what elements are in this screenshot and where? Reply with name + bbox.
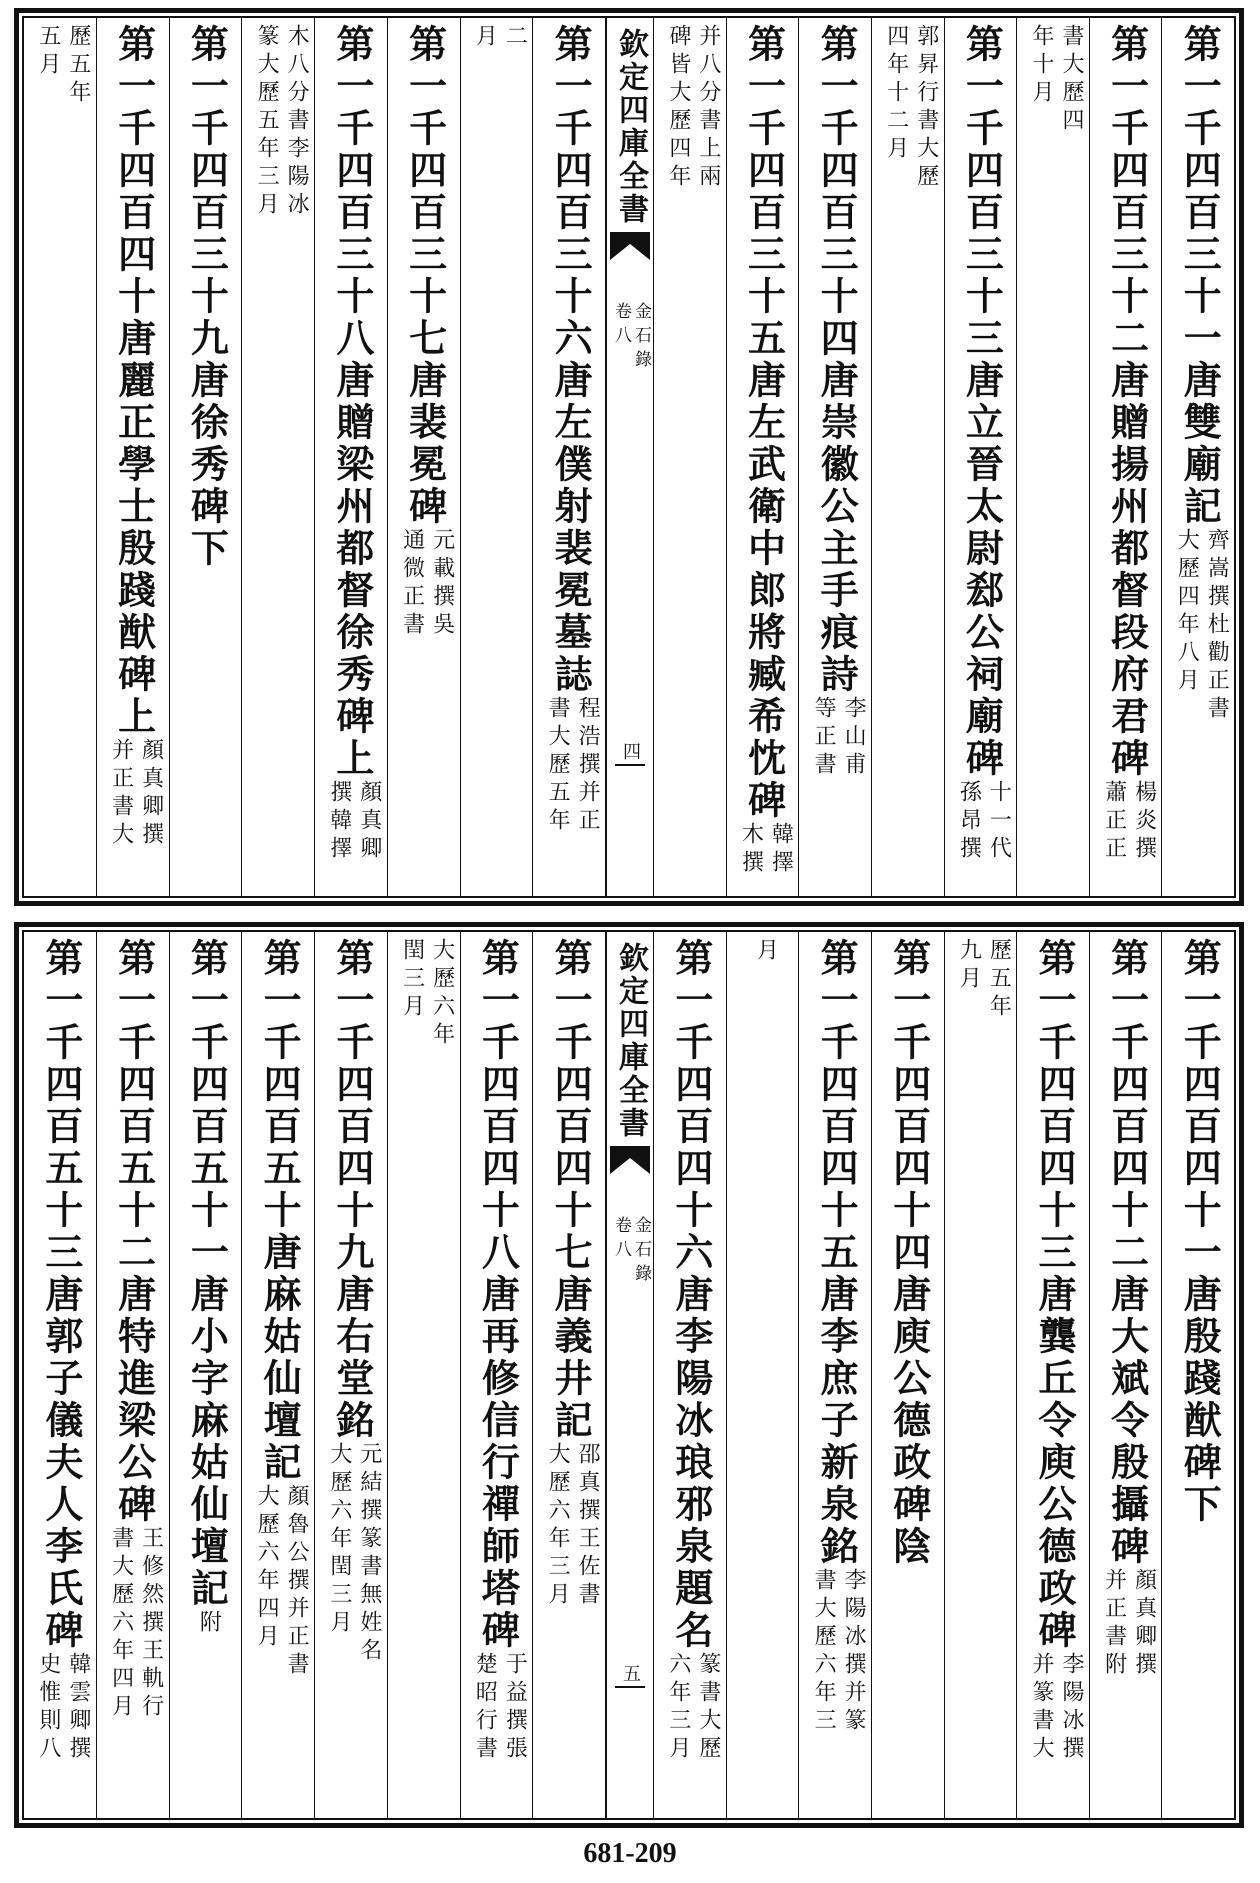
note-right: 并八分書上兩 (695, 24, 721, 192)
entry-title: 第一千四百三十一唐雙廟記 (1177, 24, 1223, 528)
entry-column (871, 932, 944, 1818)
book-title: 金石錄 (631, 1216, 651, 1288)
entry-column (314, 18, 387, 896)
center-fold-column (605, 18, 653, 896)
leaf-rule (615, 764, 645, 766)
note-right: 于益撰張 (502, 1652, 528, 1764)
entry-note (322, 780, 380, 864)
entry-note (395, 938, 453, 1050)
continuation-column (387, 932, 460, 1818)
entry-title: 第一千四百三十六唐左僕射裴冕墓誌 (548, 24, 594, 696)
entry-title: 第一千四百三十九唐徐秀碑下 (184, 24, 230, 570)
continuation-column (1016, 18, 1089, 896)
entry-note (104, 738, 162, 850)
entry-note (191, 1610, 222, 1638)
entry-title: 第一千四百四十唐麗正學士殷踐猷碑上 (111, 24, 157, 738)
entry-title: 第一千四百五十二唐特進梁公碑 (111, 938, 157, 1526)
note-left: 撰韓擇 (326, 780, 352, 864)
note-left: 篆大歷五年三月 (254, 24, 280, 220)
note-left: 大歷四年八月 (1174, 528, 1200, 696)
note-left: 書大歷六年四月 (108, 1526, 134, 1722)
entry-note (467, 24, 528, 52)
entry-note (395, 528, 453, 640)
entry-column (944, 18, 1017, 896)
note-right: 月 (753, 938, 779, 966)
entry-title: 第一千四百三十八唐贈梁州都督徐秀碑上 (329, 24, 375, 780)
entry-column (169, 18, 242, 896)
continuation-column (871, 18, 944, 896)
note-right: 十一代 (986, 780, 1012, 864)
entry-title: 第一千四百三十四唐崇徽公主手痕詩 (814, 24, 860, 696)
note-right: 顏真卿撰 (1131, 1568, 1157, 1680)
entry-title: 第一千四百四十二唐大斌令殷攝碑 (1104, 938, 1150, 1568)
fishtail-mark-icon (610, 232, 650, 262)
entry-column (1161, 932, 1234, 1818)
note-right: 顏魯公撰并正書 (284, 1484, 310, 1680)
entry-note (806, 1568, 867, 1736)
note-right: 顏真卿撰 (138, 738, 164, 850)
entry-title: 第一千四百四十七唐義井記 (548, 938, 594, 1442)
note-left: 通微正書 (399, 528, 425, 640)
note-left: 書大歷五年 (545, 696, 571, 836)
entry-title: 第一千四百五十三唐郭子儀夫人李氏碑 (38, 938, 84, 1652)
note-right: 楊炎撰 (1131, 780, 1157, 864)
continuation-column (460, 18, 533, 896)
entry-title: 第一千四百三十三唐立晉太尉郄公祠廟碑 (959, 24, 1005, 780)
center-fold-column (605, 932, 653, 1818)
note-left: 大歷六年三月 (545, 1442, 571, 1610)
note-left: 閏三月 (399, 938, 425, 1022)
entry-title: 第一千四百三十五唐左武衛中郎將臧希忱碑 (741, 24, 787, 822)
note-right: 大歷六年 (429, 938, 455, 1050)
note-right: 歷五年 (986, 938, 1012, 1022)
continuation-column (241, 18, 314, 896)
note-left: 碑皆大歷四年 (665, 24, 691, 192)
entry-title: 第一千四百四十四唐庾公德政碑陰 (886, 938, 932, 1568)
leaf-number: 四 (620, 742, 641, 760)
note-left: 大歷六年四月 (254, 1484, 280, 1652)
entry-column (169, 932, 242, 1818)
continuation-column (653, 18, 726, 896)
entry-note (540, 1442, 601, 1610)
entry-note (540, 696, 601, 836)
volume-label: 卷八 (611, 302, 631, 350)
note-right: 木八分書李陽冰 (284, 24, 310, 220)
note-left: 五月 (35, 24, 61, 80)
note-right: 齊嵩撰杜勸正書 (1204, 528, 1230, 724)
leaf-frame (22, 930, 1236, 1820)
note-right: 邵真撰王佐書 (575, 1442, 601, 1610)
note-right: 附 (196, 1610, 222, 1638)
center-note (611, 1216, 649, 1288)
note-right: 王修然撰王軌行 (138, 1526, 164, 1722)
entry-note (31, 1652, 89, 1764)
note-left: 書大歷六年三 (811, 1568, 837, 1736)
entry-title: 第一千四百三十二唐贈揚州都督段府君碑 (1104, 24, 1150, 780)
entry-column (24, 932, 96, 1818)
entry-note (661, 1652, 719, 1764)
leaf-rule (615, 1686, 645, 1688)
entry-note (1169, 528, 1230, 724)
entry-title: 第一千四百五十一唐小字麻姑仙壇記 (184, 938, 230, 1610)
right-half-page (653, 18, 1234, 896)
entry-column (387, 18, 460, 896)
note-left: 并篆書大 (1028, 1652, 1054, 1764)
note-right: 韓擇 (768, 822, 794, 878)
entry-title: 第一千四百四十五唐李庶子新泉銘 (814, 938, 860, 1568)
continuation-column (726, 932, 799, 1818)
note-left: 四年十二月 (883, 24, 909, 164)
note-left: 史惟則八 (35, 1652, 61, 1764)
leaf-number: 五 (620, 1664, 641, 1682)
entry-column (1089, 18, 1162, 896)
upper-leaf (14, 8, 1244, 906)
entry-column (532, 932, 605, 1818)
note-right: 篆書大歷 (695, 1652, 721, 1764)
entry-column (1016, 932, 1089, 1818)
entry-note (951, 938, 1012, 1022)
entry-column (460, 932, 533, 1818)
entry-column (241, 932, 314, 1818)
entry-note (104, 1526, 162, 1722)
note-left: 年十月 (1028, 24, 1054, 108)
note-left: 孫昂撰 (956, 780, 982, 864)
note-right: 韓雲卿撰 (65, 1652, 91, 1764)
book-title: 金石錄 (631, 302, 651, 374)
note-left: 九月 (956, 938, 982, 994)
note-right: 元載撰吳 (429, 528, 455, 640)
entry-note (733, 822, 794, 878)
note-right: 程浩撰并正 (575, 696, 601, 836)
note-right: 李陽冰撰 (1058, 1652, 1084, 1764)
note-left: 楚昭行書 (472, 1652, 498, 1764)
entry-note (1097, 1568, 1155, 1680)
entry-column (798, 18, 871, 896)
entry-column (653, 932, 726, 1818)
note-left: 等正書 (811, 696, 837, 780)
entry-title: 第一千四百三十七唐裴冕碑 (402, 24, 448, 528)
note-right: 顏真卿 (356, 780, 382, 864)
note-right: 李山甫 (841, 696, 867, 780)
lower-leaf (14, 922, 1244, 1828)
note-left: 六年三月 (665, 1652, 691, 1764)
entry-title: 第一千四百四十八唐再修信行禪師塔碑 (475, 938, 521, 1652)
entry-note (806, 696, 867, 780)
entry-title: 第一千四百四十九唐右堂銘 (329, 938, 375, 1442)
entry-note (1097, 780, 1155, 864)
note-left: 并正書附 (1101, 1568, 1127, 1680)
entry-title: 第一千四百四十一唐殷踐猷碑下 (1177, 938, 1223, 1526)
entry-note (249, 1484, 310, 1680)
entry-note (249, 24, 310, 220)
note-left: 大歷六年閏三月 (326, 1442, 352, 1638)
note-left: 木撰 (738, 822, 764, 878)
entry-note (951, 780, 1012, 864)
note-right: 書大歷四 (1058, 24, 1084, 136)
entry-title: 第一千四百四十三唐龔丘令庾公德政碑 (1031, 938, 1077, 1652)
note-right: 李陽冰撰并篆 (841, 1568, 867, 1736)
note-left: 蕭正正 (1101, 780, 1127, 864)
note-right: 郭昇行書大歷 (913, 24, 939, 192)
note-left: 月 (472, 24, 498, 52)
entry-column (798, 932, 871, 1818)
note-right: 歷五年 (65, 24, 91, 108)
leaf-frame (22, 16, 1236, 898)
entry-note (661, 24, 719, 192)
left-half-page (24, 932, 605, 1818)
right-half-page (653, 932, 1234, 1818)
entry-note (31, 24, 89, 108)
entry-note (1024, 1652, 1082, 1764)
entry-note (322, 1442, 380, 1666)
collection-title: 欽定四庫全書 (613, 942, 648, 1140)
note-right: 元結撰篆書無姓名 (356, 1442, 382, 1666)
volume-label: 卷八 (611, 1216, 631, 1264)
continuation-column (24, 18, 96, 896)
entry-title: 第一千四百五十唐麻姑仙壇記 (257, 938, 303, 1484)
entry-note (467, 1652, 528, 1764)
entry-column (532, 18, 605, 896)
entry-column (1089, 932, 1162, 1818)
entry-column (1161, 18, 1234, 896)
entry-note (748, 938, 779, 966)
entry-note (1024, 24, 1082, 136)
continuation-column (944, 932, 1017, 1818)
entry-column (96, 932, 169, 1818)
entry-note (879, 24, 937, 192)
fishtail-mark-icon (610, 1146, 650, 1176)
entry-column (96, 18, 169, 896)
collection-title: 欽定四庫全書 (613, 28, 648, 226)
note-left: 并正書大 (108, 738, 134, 850)
note-right: 二 (502, 24, 528, 52)
entry-column (314, 932, 387, 1818)
center-note (611, 302, 649, 374)
entry-column (726, 18, 799, 896)
page-code: 681-209 (583, 1838, 677, 1869)
entry-title: 第一千四百四十六唐李陽冰琅邪泉題名 (668, 938, 714, 1652)
left-half-page (24, 18, 605, 896)
